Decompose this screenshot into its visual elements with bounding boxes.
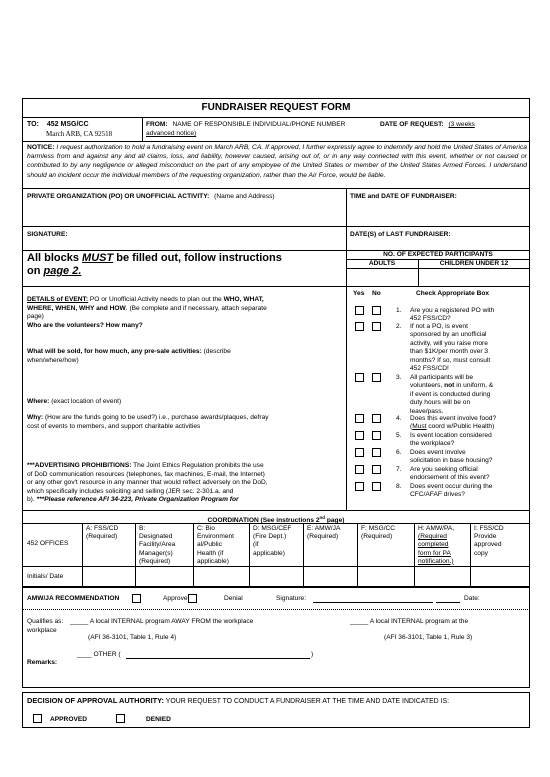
column-line: Environment	[197, 533, 235, 541]
no-checkbox[interactable]	[372, 414, 381, 423]
recommendation-label: AMW/JA RECOMMENDATION	[27, 595, 120, 602]
divider	[193, 523, 194, 587]
checklist-question	[410, 415, 528, 432]
divider	[22, 226, 530, 227]
checklist-line: activity, will you raise more	[410, 339, 488, 347]
details-text: PO or Unofficial Activity needs to plan out the	[88, 296, 224, 303]
approve-checkbox[interactable]	[132, 594, 141, 603]
checklist-number: 2.	[396, 323, 402, 330]
no-checkbox[interactable]	[372, 448, 381, 457]
column-line: (Required)	[307, 533, 339, 541]
details-text-bold: WHO, WHAT,	[223, 296, 264, 303]
signature-field[interactable]: Signature:	[276, 595, 307, 602]
details-label: DETAILS of EVENT:	[27, 296, 89, 303]
yes-header: Yes	[353, 290, 365, 297]
remarks-label[interactable]: Remarks:	[27, 659, 58, 666]
notice-text	[27, 143, 527, 180]
checklist-number: 5.	[396, 432, 402, 439]
no-checkbox[interactable]	[372, 465, 381, 474]
column-head: C: Bio	[197, 525, 215, 532]
checklist-line: Are you a registered PO with	[410, 307, 495, 314]
other-close: )	[311, 651, 314, 658]
details-text-bold-2: WHERE, WHEN, WHY and HOW	[27, 304, 126, 312]
checklist-line: than $1K/per month over 3	[410, 348, 489, 356]
column-head: B:	[139, 525, 146, 532]
column-head: A: FSS/CD	[86, 525, 119, 532]
divider	[346, 188, 347, 250]
checklist-line: if event is conducted during	[410, 390, 491, 398]
other-option[interactable]	[77, 651, 121, 659]
divider	[22, 141, 530, 142]
form-title: FUNDRAISER REQUEST FORM	[201, 102, 351, 113]
qualifies-label: Qualifies as:	[27, 618, 64, 625]
adv-label: ***ADVERTISING PROHIBITIONS:	[27, 462, 132, 469]
decision-body: YOUR REQUEST TO CONDUCT A FUNDRAISER AT THE TIME AND DATE INDICATED IS:	[164, 698, 450, 705]
yes-checkbox[interactable]	[355, 306, 364, 315]
org-sub: (Name and Address)	[214, 193, 275, 200]
adv-text-4: which specifically includes soliciting and selling (JER sec. 2-301.a. and	[27, 487, 234, 495]
initials-label: Initials/ Date	[27, 573, 64, 580]
coord-title-sup: nd	[319, 515, 326, 520]
coordination-column	[418, 525, 469, 566]
divider	[22, 523, 530, 524]
divider	[414, 523, 415, 587]
from-label: FROM:	[146, 121, 168, 128]
column-line: completed	[418, 541, 449, 549]
sold-sub-2: when/where/how)	[27, 356, 79, 364]
coordination-column	[253, 525, 302, 558]
no-header: No	[372, 290, 381, 297]
why-sub-2: cost of events to members, and support charitable activities	[27, 422, 201, 430]
no-checkbox[interactable]	[372, 306, 381, 315]
from-value: NAME OF RESPONSIBLE INDIVIDUAL/PHONE NUMBER	[172, 121, 346, 128]
instructions-text-2: be filled out, follow instructions	[113, 252, 282, 264]
checklist-question	[410, 307, 528, 324]
signature-label[interactable]: SIGNATURE:	[27, 231, 68, 238]
column-line: applicable)	[197, 557, 229, 565]
checklist-line: leave/pass.	[410, 407, 444, 415]
check-heading: Check Appropriate Box	[416, 290, 490, 297]
denied-checkbox[interactable]	[116, 714, 125, 723]
checklist-line: CFC/AFAF drives?	[410, 491, 465, 499]
coord-title-end: page)	[325, 517, 345, 525]
coord-title-text: COORDINATION (See instructions 2	[207, 517, 320, 525]
column-line: notification.)	[418, 557, 454, 565]
afi-rule-3: (AFI 36-3101, Table 1, Rule 3)	[384, 634, 473, 641]
sold-label: What will be sold, for how much, any pre-sale activities:	[27, 348, 202, 355]
checklist-line: (Must coord w/Public Health)	[410, 423, 495, 431]
org-field[interactable]	[27, 193, 275, 201]
checklist-question	[410, 432, 528, 449]
checklist-line: If not a PO, is event	[410, 323, 468, 330]
where-label: Where:	[27, 398, 50, 405]
column-line: Provide	[474, 533, 497, 541]
rec-date-field[interactable]: Date:	[464, 595, 480, 602]
checklist-question	[410, 466, 528, 483]
date-label: DATE OF REQUEST:	[380, 121, 444, 128]
coordination-column	[307, 525, 356, 541]
checklist-question	[410, 449, 528, 466]
afi-rule-4: (AFI 36-3101, Table 1, Rule 4)	[88, 634, 177, 641]
checklist-line: volunteers, not in uniform, &	[410, 382, 494, 390]
must-emphasis: MUST	[82, 252, 114, 264]
workplace-text: workplace	[27, 627, 57, 634]
divider	[22, 609, 530, 610]
adv-text-5: b).	[27, 496, 37, 504]
where-question[interactable]	[27, 398, 121, 406]
column-line: copy	[474, 549, 488, 557]
column-head: H: AMW/PA,	[418, 525, 455, 532]
adv-text-3: or any other gov't resource in any manner that would reflect adversely on the DoD,	[27, 479, 268, 487]
column-line: (if	[253, 541, 259, 549]
notice-label: NOTICE:	[27, 144, 55, 151]
coordination-column	[197, 525, 248, 566]
emphasis: Must	[412, 423, 427, 431]
participants-label: NO. OF EXPECTED PARTICIPANTS	[383, 251, 493, 258]
yes-checkbox[interactable]	[355, 322, 364, 331]
yes-checkbox[interactable]	[355, 465, 364, 474]
checklist-number: 1.	[396, 307, 402, 314]
org-label: PRIVATE ORGANIZATION (PO) OR UNOFFICIAL ACTIVITY:	[27, 193, 210, 200]
checklist-number: 8.	[396, 483, 402, 490]
emphasis: not	[444, 382, 455, 390]
checklist-line: 452 FSS/CD?	[410, 315, 451, 323]
checklist-question	[410, 323, 528, 373]
column-line: (Required)	[139, 557, 171, 565]
checklist-line: All participants will be	[410, 374, 474, 381]
to-address: March ARB, CA 92518	[46, 130, 113, 138]
children-label: CHILDREN UNDER 12	[439, 260, 509, 267]
checklist-line: Does event occur during the	[410, 483, 493, 490]
column-line: applicable)	[253, 549, 285, 557]
notice-body: I request authorization to hold a fundraising event on March ARB, CA. If approved, I further expressly agree to indemnify and hold the United States of America harmless from and against any and all claims, loss, and liability, however caused, arising out of, or in any way connected with this event, whether or not caused or contributed to by any negligence or alleged misconduct on the part of any employee of the United States or member of the United States Armed Forces. I understand should an incident occur the individual members of the requesting organization, rather than the Air Force, would be liable.	[27, 144, 528, 179]
instructions-text: All blocks	[27, 252, 83, 264]
checklist-question	[410, 483, 528, 500]
column-line: (Required)	[361, 533, 393, 541]
instructions-heading	[27, 252, 282, 278]
adv-text-1: The Joint Ethics Regulation prohibits the use	[131, 462, 264, 469]
date-of-request	[380, 121, 475, 129]
checklist-line: Does this event involve food?	[410, 415, 497, 422]
denial-checkbox[interactable]	[188, 594, 197, 603]
checklist-line: 452 FSS/CD!	[410, 365, 449, 373]
to-value: 452 MSG/CC	[46, 121, 89, 128]
column-head: D: MSG/CEF	[253, 525, 292, 532]
date-value-2: advanced notice)	[146, 130, 197, 137]
page-2-link: page 2.	[43, 265, 82, 277]
checklist-number: 3.	[396, 374, 402, 381]
why-question[interactable]	[27, 414, 269, 431]
yes-checkbox[interactable]	[355, 448, 364, 457]
checklist-question	[410, 374, 528, 416]
checklist-line: Does event involve	[410, 449, 466, 456]
column-line: (Required)	[86, 533, 118, 541]
details-text-3: page)	[27, 313, 44, 321]
no-checkbox[interactable]	[372, 373, 381, 382]
divider	[22, 566, 530, 567]
column-line: Facility/Area	[139, 541, 176, 549]
date-line	[436, 602, 460, 603]
other-line	[126, 658, 310, 659]
checklist-line: Are you seeking official	[410, 466, 478, 473]
column-head: F: MSG/CC	[361, 525, 396, 532]
from-field	[146, 121, 345, 129]
offices-label: 452 OFFICES	[27, 540, 69, 547]
checklist-line: months? If so, must consult	[410, 356, 491, 364]
checklist-line: sponsored by an unofficial	[410, 331, 487, 339]
checklist-line: the workplace?	[410, 440, 455, 448]
other-label: ____ OTHER (	[77, 651, 121, 658]
approved-checkbox[interactable]	[33, 714, 42, 723]
column-line: Health (if	[197, 549, 224, 557]
divider	[135, 523, 136, 587]
column-line: Designated	[139, 533, 173, 541]
approved-label: APPROVED	[50, 716, 88, 723]
last-fundraiser-label[interactable]: DATE(S) of LAST FUNDRAISER:	[350, 231, 451, 238]
checklist-line: duty hours will be on	[410, 399, 471, 407]
divider	[346, 286, 347, 510]
checklist-number: 7.	[396, 466, 402, 473]
instructions-text-3: on	[27, 265, 44, 277]
column-head: E: AMW/JA	[307, 525, 341, 532]
column-line: form for PA	[418, 549, 451, 557]
checklist-number: 6.	[396, 449, 402, 456]
column-line: (Required	[418, 533, 447, 541]
column-line: Manager(s)	[139, 549, 173, 557]
why-label: Why:	[27, 414, 44, 421]
divider	[249, 523, 250, 587]
coordination-column	[474, 525, 529, 558]
decision-text	[27, 697, 449, 706]
no-checkbox[interactable]	[372, 482, 381, 491]
details-text-2: . (Be complete and if necessary, attach separate	[125, 304, 267, 312]
sold-sub: (describe	[201, 348, 231, 355]
fundraiser-time-label[interactable]: TIME and DATE OF FUNDRAISER:	[350, 193, 457, 200]
away-option[interactable]: _____ A local INTERNAL program AWAY FROM the workplace	[70, 618, 254, 625]
divider	[470, 523, 471, 587]
checklist-line: solicitation in base housing?	[410, 457, 493, 465]
no-checkbox[interactable]	[372, 431, 381, 440]
checklist-number: 4.	[396, 415, 402, 422]
adv-text-5-bold: ***Please reference AFI 34-223, Private Organization Program for	[36, 496, 239, 504]
yes-checkbox[interactable]	[355, 414, 364, 423]
column-line: approved	[474, 541, 502, 549]
details-block[interactable]	[27, 296, 343, 322]
checklist-line: Is event location considered	[410, 432, 492, 439]
no-checkbox[interactable]	[372, 322, 381, 331]
at-option[interactable]: _____ A local INTERNAL program at the	[350, 618, 469, 625]
denied-label: DENIED	[146, 716, 171, 723]
checklist-line: endorsement of this event?	[410, 474, 490, 482]
date-value: (3 weeks	[448, 121, 475, 128]
advertising-prohibitions	[27, 462, 345, 505]
to-label: TO:	[27, 121, 39, 128]
adults-label: ADULTS	[368, 260, 396, 267]
yes-checkbox[interactable]	[355, 431, 364, 440]
column-line: al/Public	[197, 541, 222, 549]
coordination-column	[361, 525, 413, 541]
approve-label: Approve	[163, 595, 188, 602]
yes-checkbox[interactable]	[355, 482, 364, 491]
divider	[22, 286, 530, 287]
volunteers-question[interactable]: Who are the volunteers? How many?	[27, 322, 143, 329]
coordination-column	[139, 525, 192, 566]
sold-question[interactable]	[27, 348, 231, 365]
where-sub: (exact location of event)	[49, 398, 122, 405]
column-head: I: FSS/CD	[474, 525, 504, 532]
divider	[82, 523, 83, 587]
divider	[22, 188, 530, 189]
divider	[346, 268, 530, 269]
divider	[142, 117, 143, 141]
denial-label: Denial	[224, 595, 243, 602]
divider	[303, 523, 304, 587]
decision-label: DECISION OF APPROVAL AUTHORITY:	[27, 696, 165, 705]
why-sub: (How are the funds going to be used?) i.e., purchase awards/plaques, defray	[43, 414, 269, 421]
divider	[22, 117, 530, 118]
adv-text-2: of DoD communication resources (telephones, fax machines, E-mail, the Internet)	[27, 470, 265, 478]
divider	[22, 510, 530, 511]
signature-line	[313, 602, 433, 603]
coordination-column	[86, 525, 134, 541]
column-line: (Fire Dept.)	[253, 533, 287, 541]
divider	[357, 523, 358, 587]
yes-checkbox[interactable]	[355, 373, 364, 382]
to-field	[27, 121, 89, 129]
